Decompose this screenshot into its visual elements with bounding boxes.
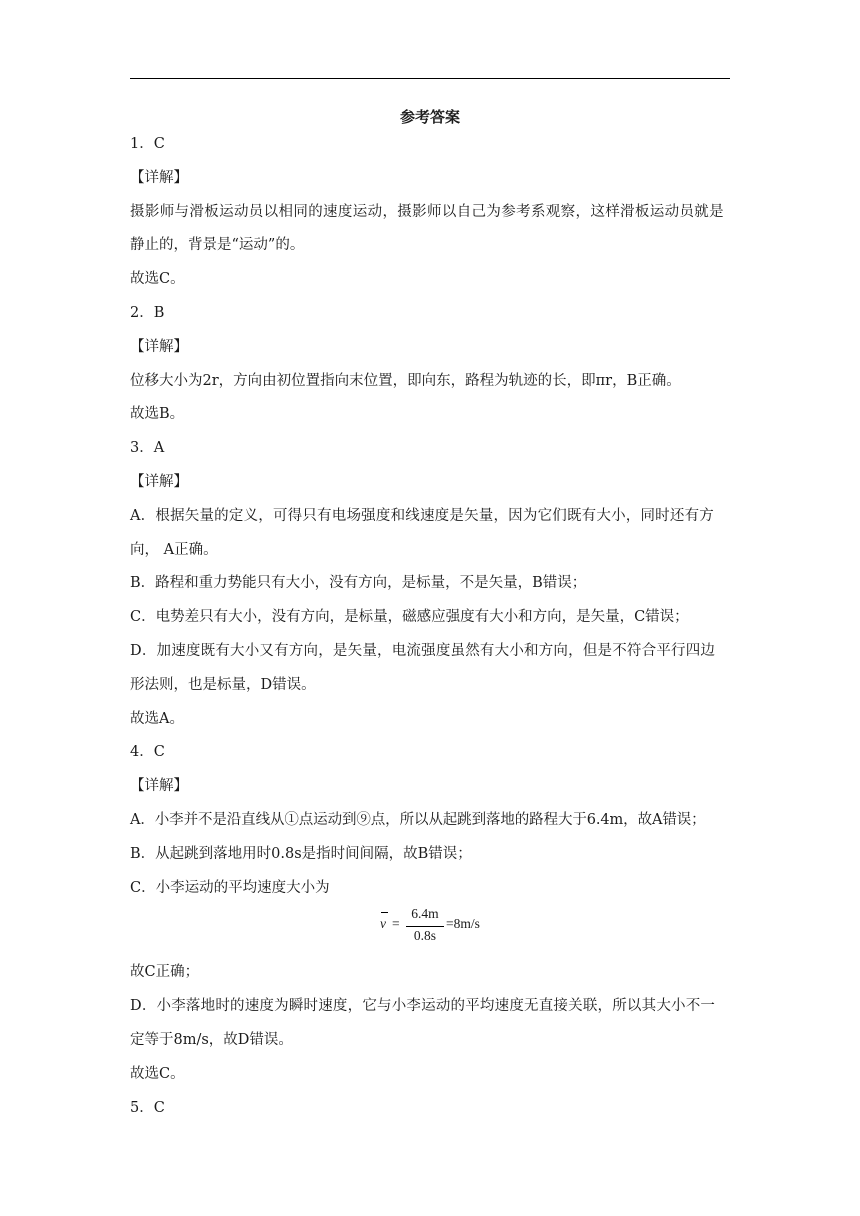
- answer-3-option-a-line-1: A．根据矢量的定义，可得只有电场强度和线速度是矢量，因为它们既有大小，同时还有方: [130, 508, 714, 524]
- formula-numerator: 6.4m: [411, 906, 439, 921]
- answer-3-option-d-line-2: 形法则，也是标量，D错误。: [130, 677, 316, 693]
- answer-3-option-c: C．电势差只有大小，没有方向，是标量，磁感应强度有大小和方向，是矢量，C错误；: [130, 609, 689, 625]
- answer-4-option-a: A．小李并不是沿直线从①点运动到⑨点，所以从起跳到落地的路程大于6.4m，故A错误；: [130, 812, 706, 828]
- answer-2-text-line-1: 位移大小为2r，方向由初位置指向末位置，即向东，路程为轨迹的长，即πr，B正确。: [130, 373, 681, 389]
- answer-1-text-line-1: 摄影师与滑板运动员以相同的速度运动，摄影师以自己为参考系观察，这样滑板运动员就是: [130, 204, 724, 220]
- answer-2-choice: 故选B。: [130, 406, 185, 422]
- answer-3-option-d-line-1: D．加速度既有大小又有方向，是矢量，电流强度虽然有大小和方向，但是不符合平行四边: [130, 643, 716, 659]
- answer-4-option-b: B．从起跳到落地用时0.8s是指时间间隔，故B错误；: [130, 846, 472, 862]
- answer-4-option-c-conclusion: 故C正确；: [130, 964, 200, 980]
- answer-4-choice: 故选C。: [130, 1066, 185, 1082]
- answer-4-detail-heading: 【详解】: [130, 778, 188, 794]
- answer-4-option-d-line-2: 定等于8m/s，故D错误。: [130, 1032, 293, 1048]
- answer-3-option-a-line-2: 向， A正确。: [130, 542, 218, 558]
- answer-3-option-b: B．路程和重力势能只有大小，没有方向，是标量，不是矢量，B错误；: [130, 575, 587, 591]
- page-title: 参考答案: [399, 108, 460, 126]
- answer-1-detail-heading: 【详解】: [130, 170, 188, 186]
- answer-5-label: 5．C: [130, 1100, 165, 1116]
- answer-2-label: 2．B: [130, 305, 165, 321]
- answer-1-text-line-2: 静止的，背景是“运动”的。: [130, 237, 305, 253]
- formula-overbar: [381, 912, 388, 913]
- answer-1-choice: 故选C。: [130, 271, 185, 287]
- answer-1-label: 1．C: [130, 136, 165, 152]
- answer-3-detail-heading: 【详解】: [130, 474, 188, 490]
- formula-result: =8m/s: [446, 916, 480, 931]
- formula-denominator: 0.8s: [413, 928, 437, 943]
- answer-3-label: 3．A: [130, 440, 165, 456]
- answer-4-label: 4．C: [130, 744, 165, 760]
- answer-4-option-c: C．小李运动的平均速度大小为: [130, 880, 330, 896]
- formula-fraction-bar: [406, 926, 444, 927]
- answer-4-option-d-line-1: D．小李落地时的速度为瞬时速度，它与小李运动的平均速度无直接关联，所以其大小不一: [130, 998, 716, 1014]
- formula-equals: =: [392, 916, 400, 931]
- formula-lhs: v: [380, 916, 386, 931]
- header-rule: [130, 78, 730, 79]
- answer-3-choice: 故选A。: [130, 711, 184, 727]
- answer-2-detail-heading: 【详解】: [130, 339, 188, 355]
